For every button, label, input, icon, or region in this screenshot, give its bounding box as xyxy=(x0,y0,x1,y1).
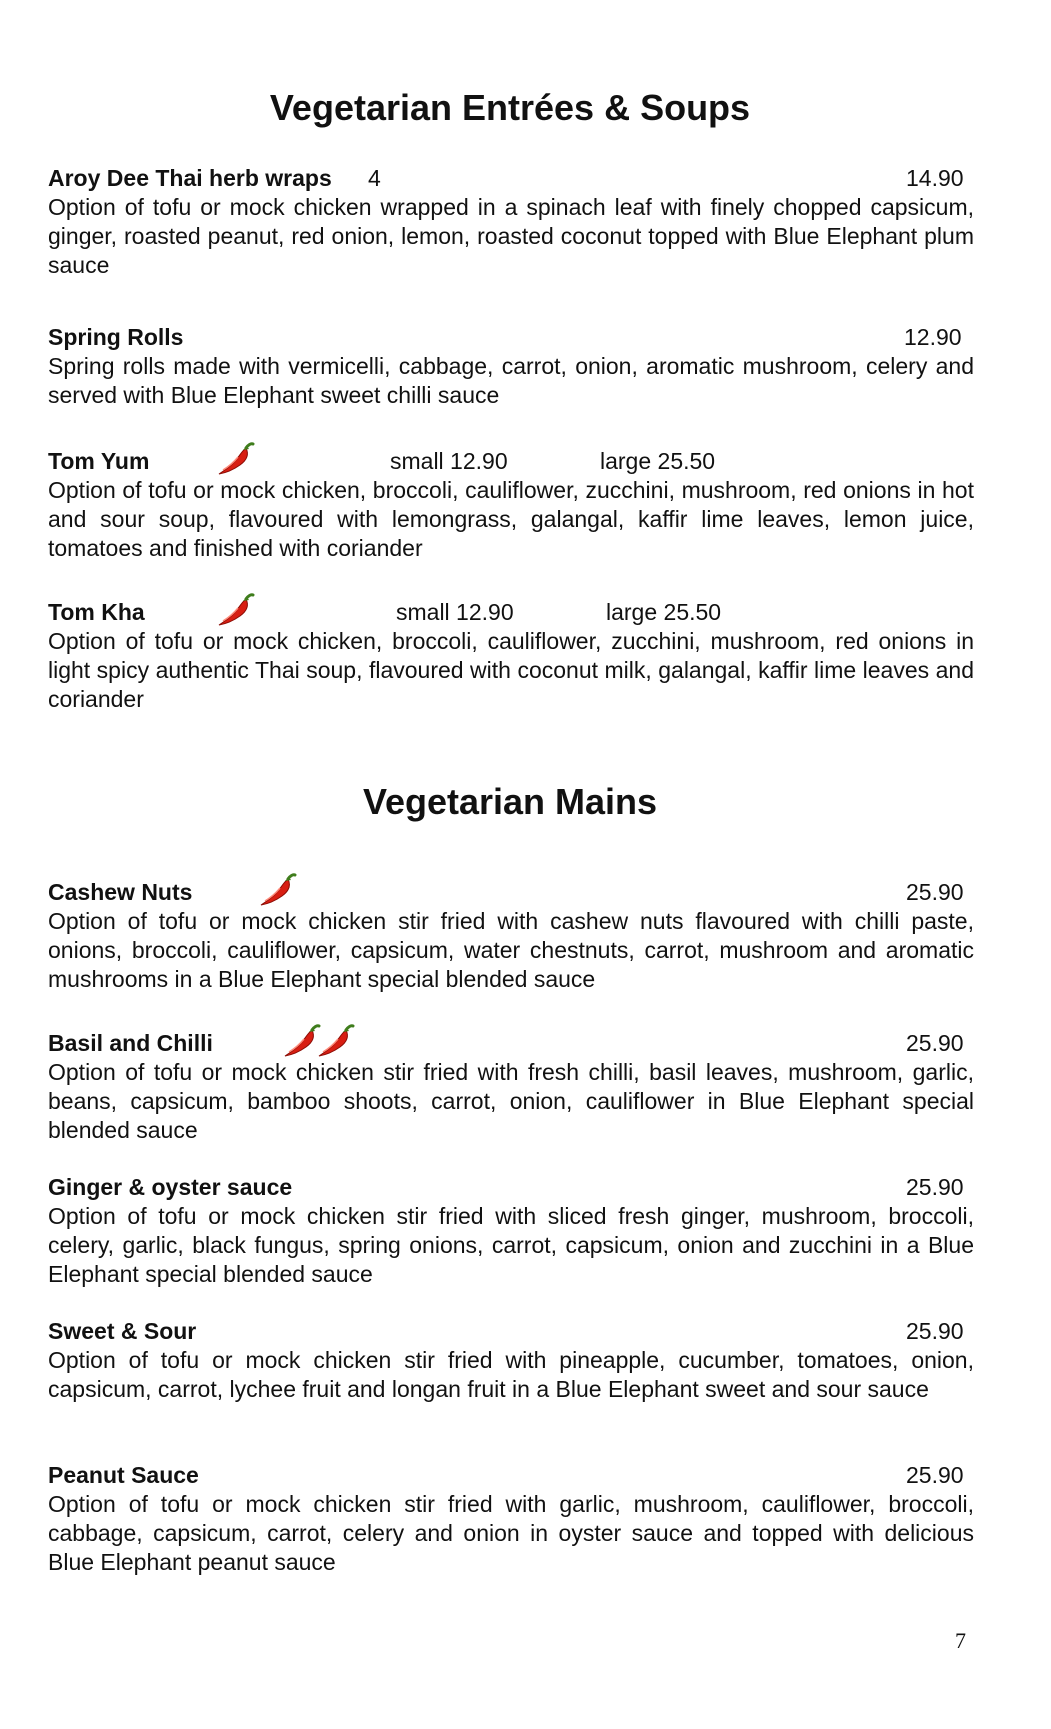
section-title-mains: Vegetarian Mains xyxy=(362,781,658,822)
item-description: Option of tofu or mock chicken stir fried with pineapple, cucumber, tomatoes, onion, capsicum, carrot, lychee fruit and longan fruit in a Blue Elephant sweet and sour sauce xyxy=(48,1347,974,1402)
item-price: 25.90 xyxy=(906,1462,964,1488)
item-description: Option of tofu or mock chicken wrapped in a spinach leaf with finely chopped capsicum, ginger, roasted peanut, red onion, lemon, roasted coconut topped with Blue Elephant plum sauce xyxy=(48,194,974,278)
menu-item-tom-kha xyxy=(48,597,974,714)
item-description: Option of tofu or mock chicken, broccoli, cauliflower, zucchini, mushroom, red onions in light spicy authentic Thai soup, flavoured with coconut milk, galangal, kaffir lime leaves and coriander xyxy=(48,628,974,712)
item-name: Tom Kha xyxy=(48,599,145,625)
item-name: Peanut Sauce xyxy=(48,1462,199,1488)
item-price: 25.90 xyxy=(906,1318,964,1344)
item-description: Spring rolls made with vermicelli, cabbage, carrot, onion, aromatic mushroom, celery and served with Blue Elephant sweet chilli sauce xyxy=(48,353,974,408)
item-description: Option of tofu or mock chicken stir fried with sliced fresh ginger, mushroom, broccoli, celery, garlic, black fungus, spring onions, carrot, capsicum, onion and zucchini in a Blue Elephant special blended sauce xyxy=(48,1203,974,1287)
item-price: 12.90 xyxy=(904,324,962,350)
menu-item-cashew-nuts xyxy=(48,877,974,994)
item-description: Option of tofu or mock chicken stir fried with cashew nuts flavoured with chilli paste, onions, broccoli, cauliflower, capsicum, water chestnuts, carrot, mushroom and aromatic mushrooms in a Blue Elephant special blended sauce xyxy=(48,908,974,992)
item-name: Ginger & oyster sauce xyxy=(48,1174,293,1200)
red-chili-pepper-icon xyxy=(258,873,298,907)
item-price: 25.90 xyxy=(906,879,964,905)
item-price-large: large 25.50 xyxy=(606,599,722,625)
menu-item-basil-chilli xyxy=(48,1028,974,1145)
item-price: 25.90 xyxy=(906,1174,964,1200)
red-chili-pepper-icon xyxy=(316,1024,356,1058)
item-name: Cashew Nuts xyxy=(48,879,193,905)
menu-item-sweet-sour xyxy=(48,1316,974,1404)
item-name: Spring Rolls xyxy=(48,324,184,350)
item-description: Option of tofu or mock chicken, broccoli, cauliflower, zucchini, mushroom, red onions in hot and sour soup, flavoured with lemongrass, galangal, kaffir lime leaves, lemon juice, tomatoes and finished with coriander xyxy=(48,477,974,561)
item-price-small: small 12.90 xyxy=(396,599,514,625)
section-title-entrees-soups: Vegetarian Entrées & Soups xyxy=(269,87,751,128)
item-price-large: large 25.50 xyxy=(600,448,716,474)
item-description: Option of tofu or mock chicken stir fried with garlic, mushroom, cauliflower, broccoli, cabbage, capsicum, carrot, celery and onion in oyster sauce and topped with delicious Blue Elephant peanut sauce xyxy=(48,1491,974,1575)
menu-item-aroy-dee-wraps xyxy=(48,163,974,280)
item-quantity: 4 xyxy=(368,165,381,191)
item-name: Basil and Chilli xyxy=(48,1030,213,1056)
item-description: Option of tofu or mock chicken stir fried with fresh chilli, basil leaves, mushroom, garlic, beans, capsicum, bamboo shoots, carrot, onion, cauliflower in Blue Elephant special blended sauce xyxy=(48,1059,974,1143)
item-name: Tom Yum xyxy=(48,448,150,474)
item-name: Aroy Dee Thai herb wraps xyxy=(48,165,332,191)
menu-item-spring-rolls xyxy=(48,322,974,410)
menu-item-tom-yum xyxy=(48,446,974,563)
item-name: Sweet & Sour xyxy=(48,1318,197,1344)
page-number: 7 xyxy=(955,1628,966,1653)
menu-item-ginger-oyster xyxy=(48,1172,974,1289)
menu-item-peanut-sauce xyxy=(48,1460,974,1577)
red-chili-pepper-icon xyxy=(216,593,256,627)
item-price: 25.90 xyxy=(906,1030,964,1056)
red-chili-pepper-icon xyxy=(216,442,256,476)
item-price-small: small 12.90 xyxy=(390,448,508,474)
item-price: 14.90 xyxy=(906,165,964,191)
